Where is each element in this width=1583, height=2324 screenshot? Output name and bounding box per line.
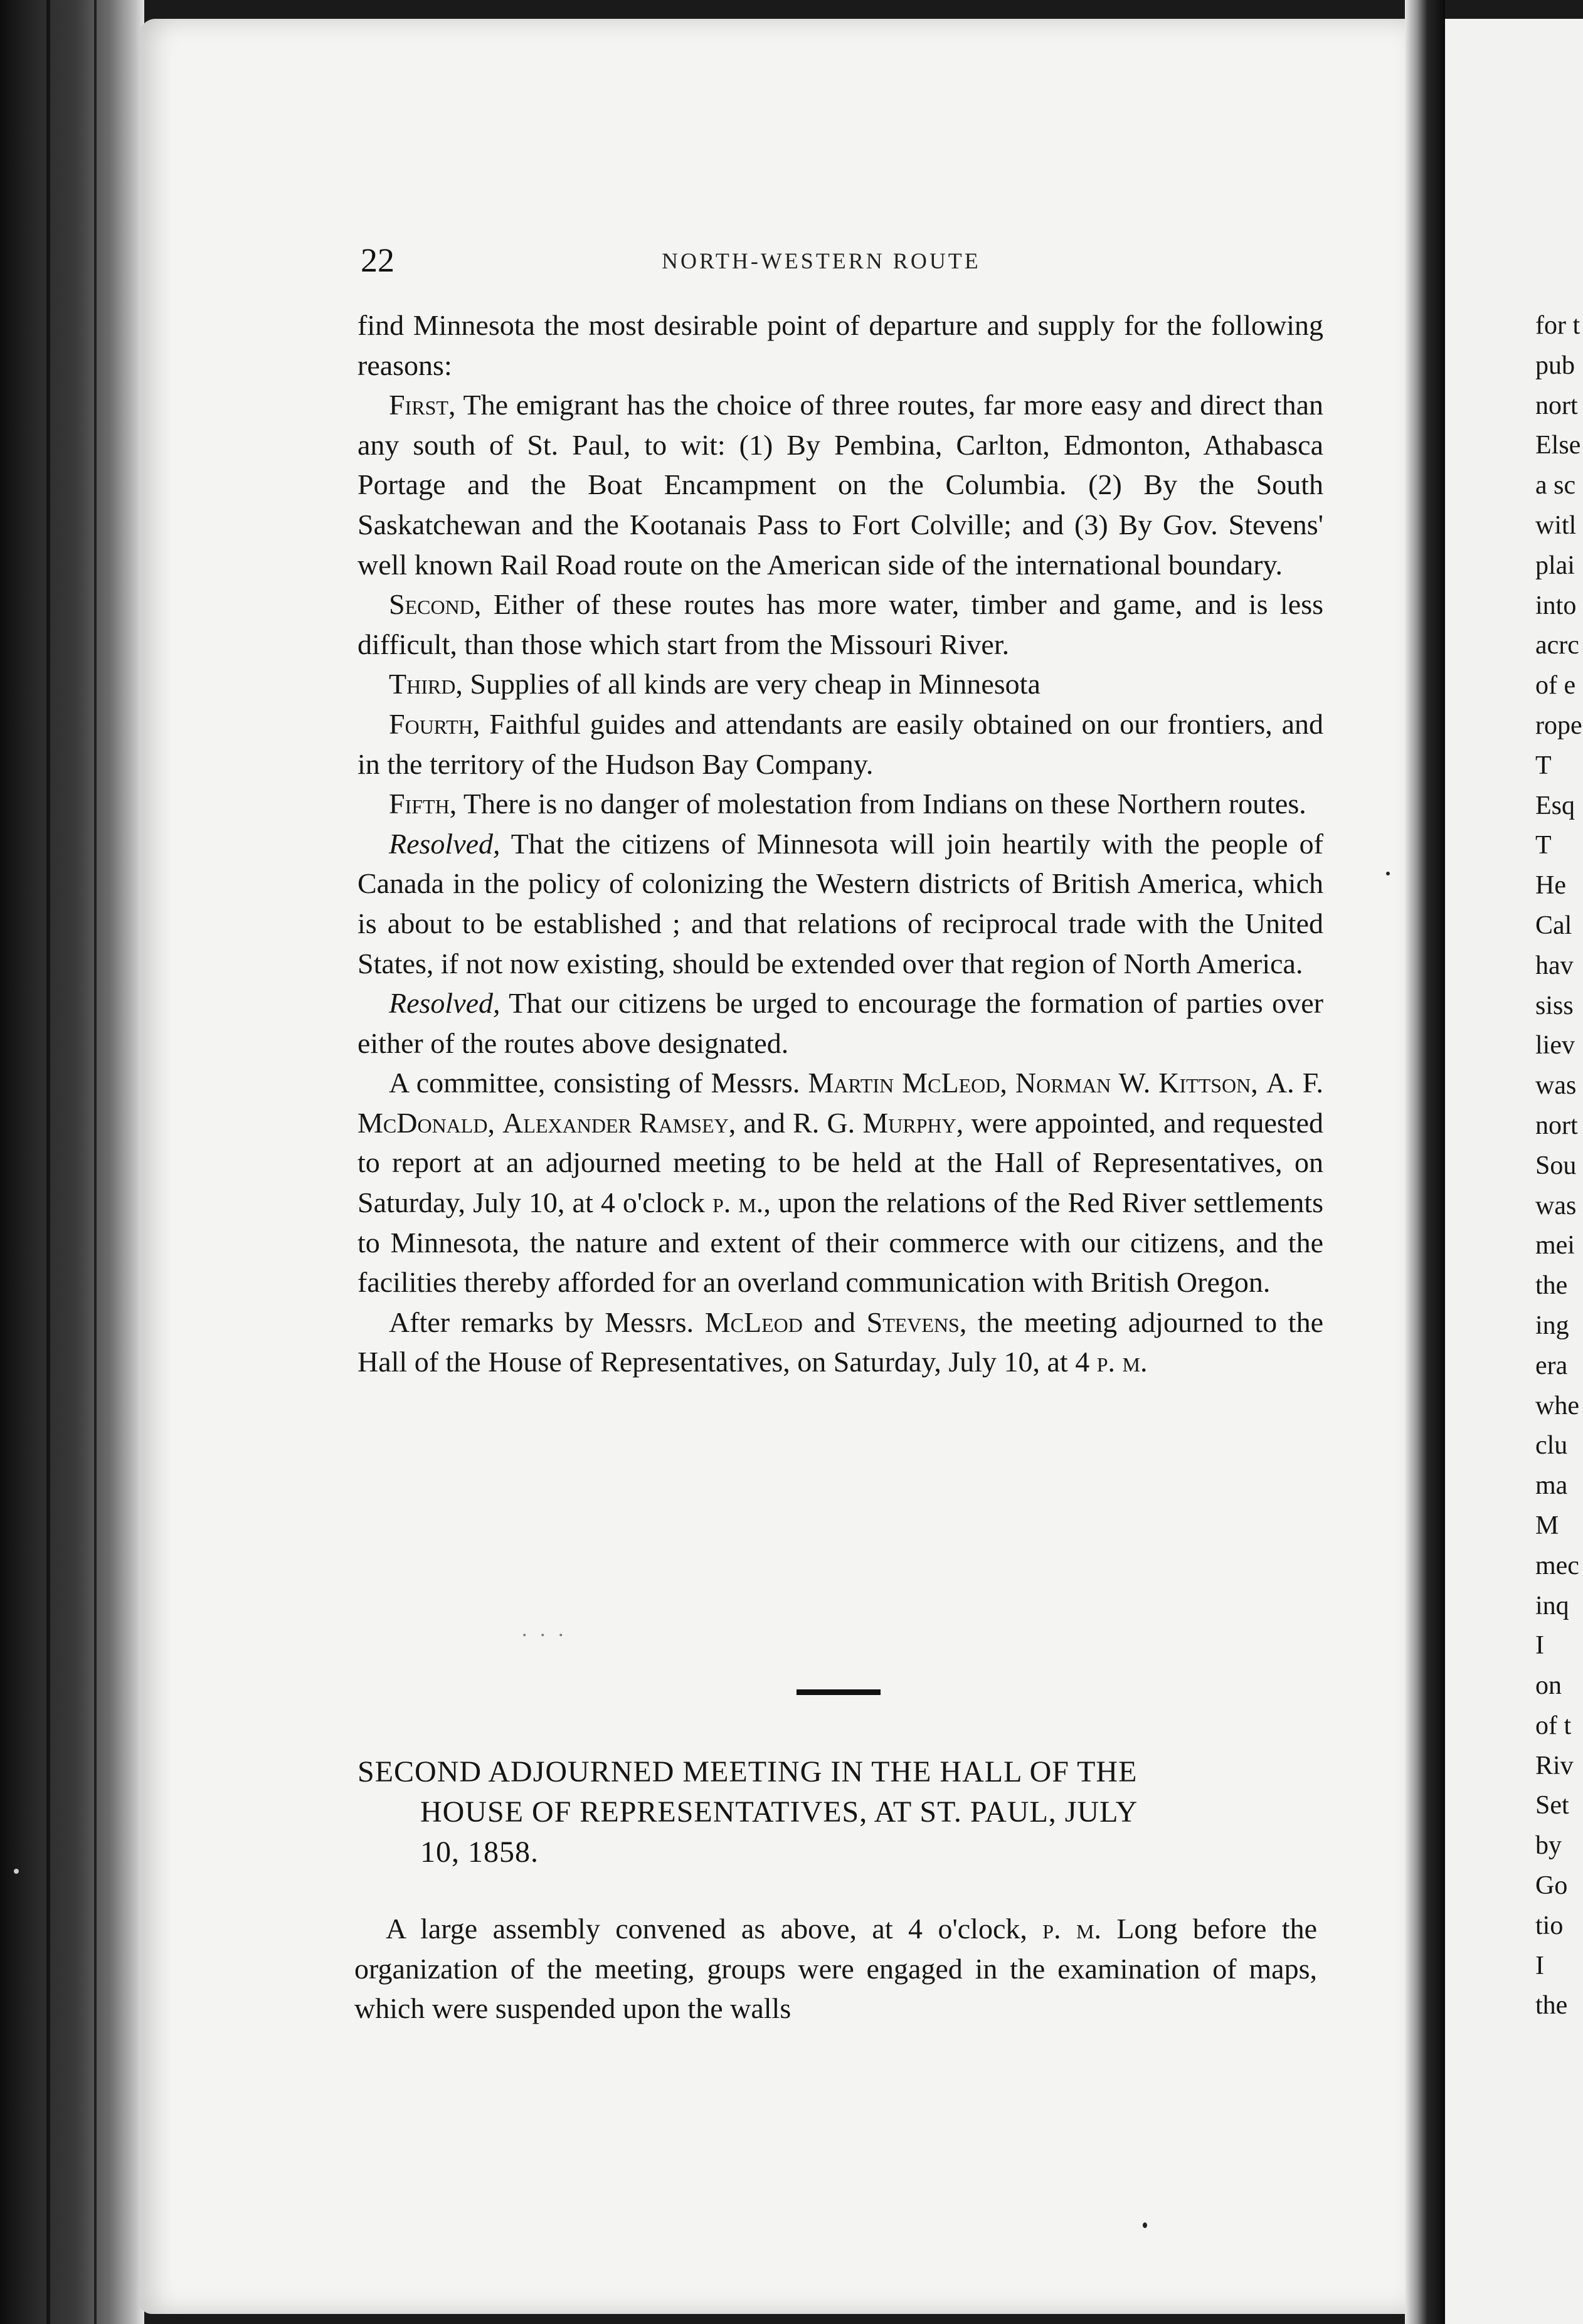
heading-line: HOUSE OF REPRESENTATIVES, AT ST. PAUL, JULY [420,1795,1138,1829]
right-page-line: Else [1535,431,1581,460]
small-caps-text: Fifth [389,788,450,820]
right-page-line: liev [1535,1031,1575,1060]
small-caps-text: Third [389,668,456,700]
small-caps-text: p. m. [712,1186,764,1219]
page-header [361,238,1000,282]
right-page-line: of t [1535,1711,1572,1740]
right-page-line: inq [1535,1591,1569,1620]
text-run: , upon the relations of the Red River settlements to Minnesota, the nature and extent of their commerce with our citizens, and the facilities thereby afforded for an overland communication with British Oregon. [357,1186,1324,1299]
small-caps-text: Second [389,588,474,621]
right-page-line: the [1535,1991,1568,2020]
right-page-line: mei [1535,1231,1575,1260]
section-divider [797,1689,881,1695]
right-page-line: by [1535,1831,1562,1861]
right-page-line: ma [1535,1471,1568,1501]
right-page-line: Sou [1535,1151,1577,1180]
right-page-line: Set [1535,1791,1569,1820]
paragraph [357,1302,1323,1382]
right-page-line: was [1535,1071,1577,1101]
right-page-line: for t [1535,311,1580,340]
italic-text: Resolved, [389,827,500,860]
right-page-line: clu [1535,1431,1568,1460]
right-page-line: mec [1535,1551,1579,1580]
ink-speck [14,1869,19,1874]
right-page-line: acrc [1535,631,1579,660]
ink-speck [1386,872,1390,875]
paragraph [357,704,1323,784]
right-page-line: on [1535,1671,1562,1701]
right-page-line: whe [1535,1391,1579,1420]
section-heading [357,1752,1320,1872]
right-page-line: era [1535,1351,1568,1380]
small-caps-text: McLeod [704,1306,803,1338]
text-run: Long before the organization of the meeting, groups were engaged in the examination of maps, which were suspended upon the walls [354,1913,1317,2025]
text-run: That our citizens be urged to encourage the formation of parties over either of the routes above designated. [357,987,1323,1059]
right-page-line: pub [1535,351,1575,380]
right-page-line: siss [1535,991,1574,1020]
text-run: , and [728,1106,793,1139]
right-page-line: of e [1535,671,1576,700]
text-run: , were appointed, and requested to report at an adjourned meeting to be held at the Hall of Representatives, on Saturday, July 10, at 4 o'clock [357,1106,1324,1219]
text-run: , There is no danger of molestation from Indians on these Northern routes. [449,788,1306,820]
paragraph [357,983,1323,1063]
section-text-block [354,1909,1317,2029]
right-page-line: was [1535,1191,1577,1220]
right-page-line: T [1535,751,1552,780]
text-run: After remarks by Messrs. [389,1306,705,1338]
text-run: , [1251,1067,1266,1099]
small-caps-text: p. m. [1042,1913,1101,1945]
right-page-line: into [1535,591,1577,620]
main-text-block [357,305,1323,1382]
small-caps-text: R. G. Murphy [793,1106,956,1139]
paragraph [357,305,1323,385]
right-page-line: I [1535,1951,1544,1980]
page-gutter [1405,0,1445,2324]
italic-text: Resolved, [389,987,500,1020]
binding-shadow-line [46,0,50,2324]
ink-dots: . . . [522,1618,568,1641]
ink-speck [1143,2222,1147,2228]
binding-shadow-line [94,0,97,2324]
right-page-line: Go [1535,1871,1568,1901]
right-page-line: Riv [1535,1751,1574,1780]
text-run: and [802,1306,867,1338]
text-run: , The emigrant has the choice of three routes, far more easy and direct than any south of St. Paul, to wit: (1) By Pembina, Carlton, Edmonton, Athabasca Portage and the Boat Encampment on the Columbia. (2) By the South Saskatchewan and the Kootanais Pass to Fort Colville; and (3) By Gov. Stevens' well known Rail Road route on the American side of the international boundary. [357,389,1323,581]
right-page-line: Cal [1535,911,1572,940]
paragraph [357,584,1323,664]
text-run: , [487,1106,503,1139]
page-number: 22 [361,241,394,279]
book-binding-edge [0,0,144,2324]
right-page-line: the [1535,1271,1568,1301]
paragraph [354,1909,1317,2029]
right-page-line: T [1535,831,1552,860]
small-caps-text: First [389,389,448,421]
right-page-line: hav [1535,951,1574,980]
paragraph [357,385,1323,584]
text-run: , Faithful guides and attendants are easily obtained on our frontiers, and in the territory of the Hudson Bay Company. [357,707,1323,780]
paragraph [357,1063,1323,1302]
heading-line: SECOND ADJOURNED MEETING IN THE HALL OF THE [357,1755,1138,1788]
paragraph [357,784,1323,824]
text-run: , the meeting adjourned to the Hall of the House of Representatives, on Saturday, July 10, at 4 [357,1306,1323,1378]
right-page-line: rope [1535,710,1582,740]
text-run: , Either of these routes has more water, timber and game, and is less difficult, than those which start from the Missouri River. [357,588,1323,660]
right-page-line: a sc [1535,471,1576,500]
small-caps-text: Stevens [866,1306,960,1338]
right-page-line: He [1535,871,1566,901]
running-title: NORTH-WESTERN ROUTE [662,248,981,273]
small-caps-text: Norman W. Kittson [1015,1067,1251,1099]
small-caps-text: Alexander Ramsey [502,1106,729,1139]
small-caps-text: A. F. McDonald [357,1067,1324,1139]
small-caps-text: p. m. [1096,1346,1148,1378]
right-page-line: M [1535,1511,1559,1540]
right-page-line: witl [1535,510,1577,540]
text-run: A large assembly convened as above, at 4 o'clock, [386,1913,1043,1945]
right-page-line: I [1535,1631,1544,1661]
small-caps-text: Martin McLeod [808,1067,1000,1099]
right-page-line: nort [1535,1111,1578,1140]
right-page-line: ing [1535,1311,1569,1340]
right-page-line: plai [1535,551,1575,580]
heading-line: 10, 1858. [420,1835,539,1869]
text-run: A committee, consisting of Messrs. [389,1067,808,1099]
text-run: , Supplies of all kinds are very cheap in Minnesota [455,668,1040,700]
right-page-line: tio [1535,1911,1564,1940]
right-page-line: nort [1535,391,1578,420]
paragraph [357,664,1323,704]
text-run: That the citizens of Minnesota will join heartily with the people of Canada in the policy of colonizing the Western districts of British America, which is about to be established ; and that relations of reciprocal trade with the United States, if not now existing, should be extended over that region of North America. [357,827,1323,980]
right-page-text-fragments [1535,306,1583,2026]
text-run: , [1000,1067,1015,1099]
right-page-line: Esq [1535,791,1575,820]
paragraph [357,824,1323,983]
small-caps-text: Fourth [389,707,473,740]
text-run: find Minnesota the most desirable point of departure and supply for the following reasons: [357,309,1323,381]
